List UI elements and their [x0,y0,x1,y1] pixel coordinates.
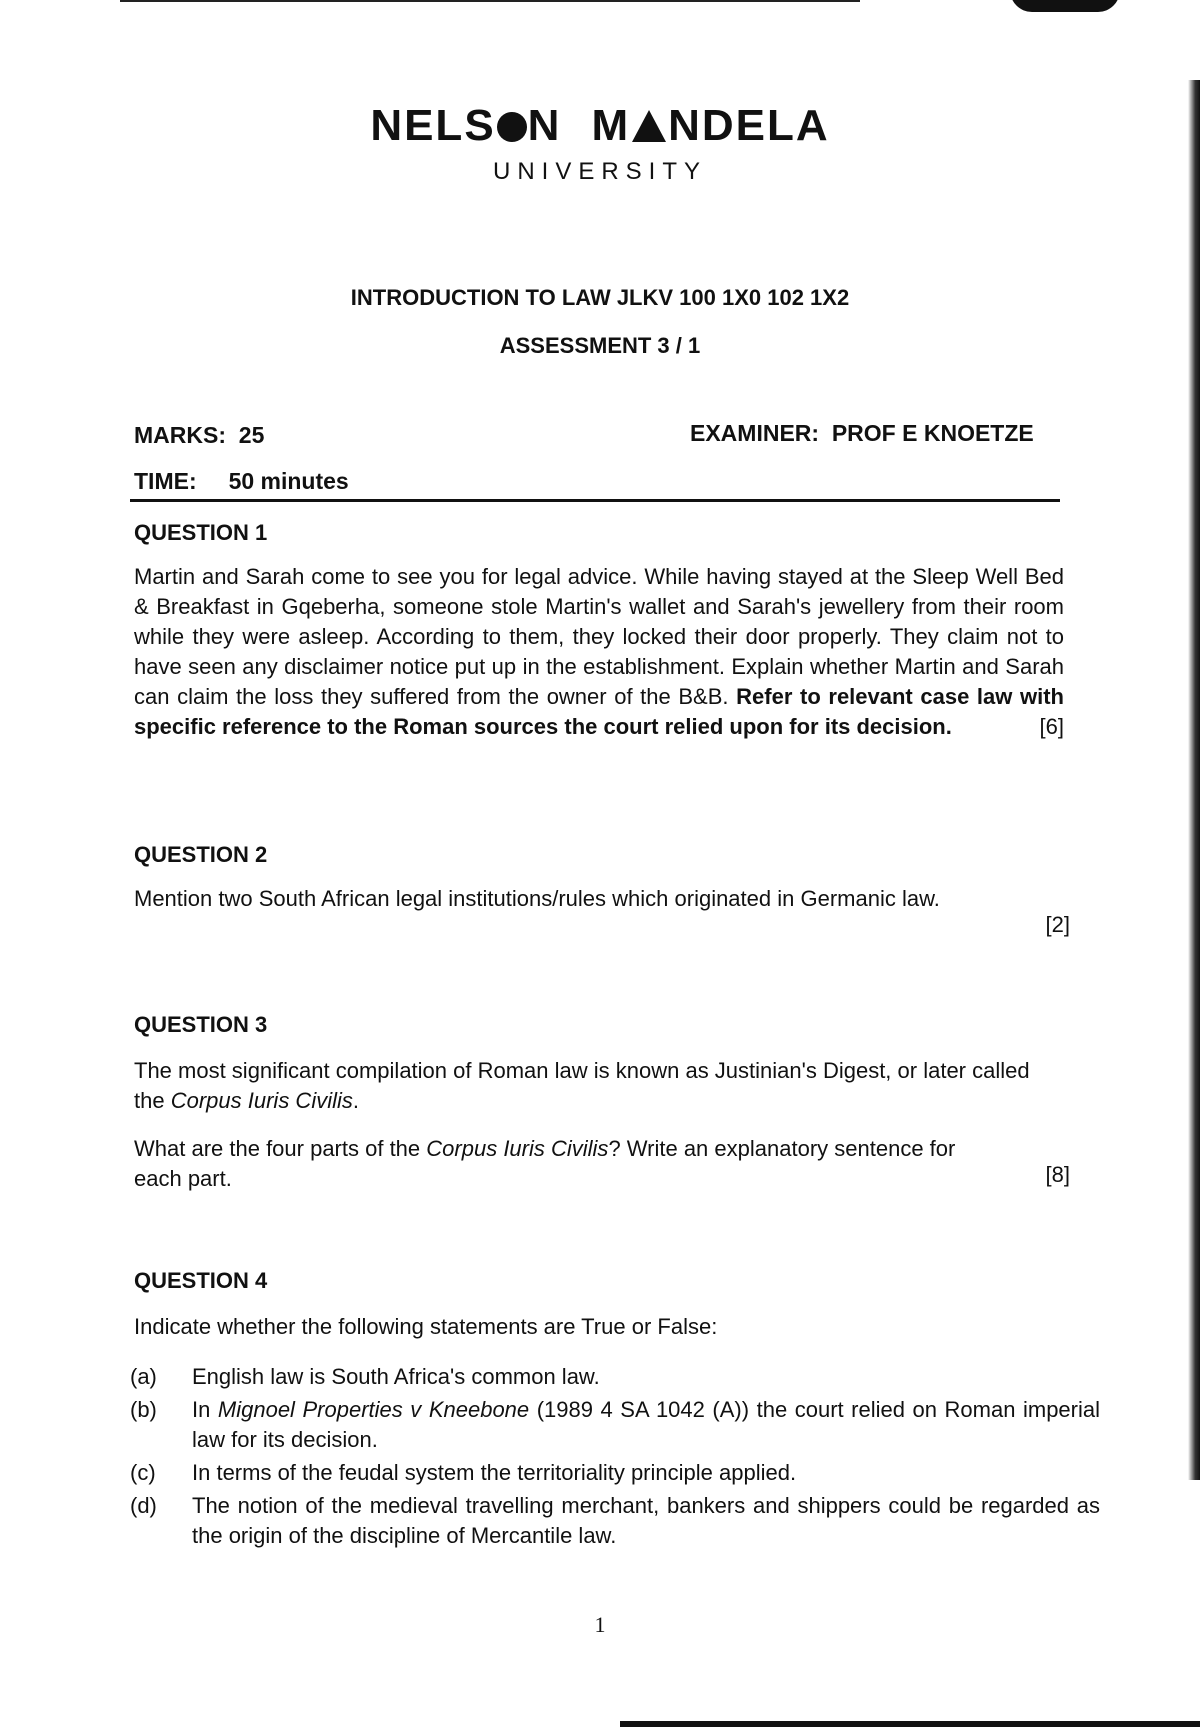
question-3-title: QUESTION 3 [134,1012,268,1037]
logo-subtitle: UNIVERSITY [492,158,708,185]
question-4-intro: Indicate whether the following statements are True or False: [134,1314,718,1339]
question-1-text: Martin and Sarah come to see you for legal advice. While having stayed at the Sleep Well Bed & Breakfast in Gqeberha, someone stole Martin's wallet and Sarah's jewellery from their room while they were asleep. According to them, they locked their door properly. They claim not to have seen any disclaimer notice put up in the establishment. Explain whether Martin and Sarah can claim the loss they suffered from the owner of the B&B. Refer to relevant case law with specific reference to the Roman sources the court relied upon for its decision. [6] [134,562,1064,742]
question-4-statements [130,1362,1100,1554]
time-line: TIME: 50 minutes [134,468,349,494]
logo-triangle-icon [632,110,666,142]
university-logo [0,100,1200,186]
question-4-title: QUESTION 4 [134,1268,268,1293]
question-3-marks: [8] [1045,1162,1070,1187]
statement-item: (b) In Mignoel Properties v Kneebone (1989 4 SA 1042 (A)) the court relied on Roman imperial law for its decision. [130,1397,1100,1452]
examiner-line: EXAMINER: PROF E KNOETZE [690,420,1034,446]
logo-dot-icon [497,112,527,142]
scan-corner-shadow [1010,0,1120,12]
question-3-para-2: What are the four parts of the Corpus Iuris Civilis? Write an explanatory sentence for each part. [134,1136,956,1191]
statement-item: (a) English law is South Africa's common law. [130,1364,600,1389]
question-2-title: QUESTION 2 [134,842,268,867]
question-1-marks: [6] [1039,714,1064,739]
assessment-title: ASSESSMENT 3 / 1 [499,333,701,358]
question-1-title: QUESTION 1 [134,520,268,545]
statement-item: (c) In terms of the feudal system the territoriality principle applied. [130,1460,797,1485]
question-3-para-1: The most significant compilation of Roman law is known as Justinian's Digest, or later called the Corpus Iuris Civilis. [134,1058,1030,1113]
course-title: INTRODUCTION TO LAW JLKV 100 1X0 102 1X2 [350,285,850,310]
statement-item: (d) The notion of the medieval travelling merchant, bankers and shippers could be regarded as the origin of the discipline of Mercantile law. [130,1493,1100,1548]
page-number: 1 [594,1612,606,1637]
question-2-text: Mention two South African legal institutions/rules which originated in Germanic law. [134,886,940,911]
scan-bottom-edge [620,1721,1200,1727]
logo-name: NELS N M NDELA [370,101,830,150]
header-divider [130,499,1060,502]
scan-top-edge [120,0,860,2]
marks-line: MARKS: 25 [134,422,265,448]
question-2-marks: [2] [1045,912,1070,937]
